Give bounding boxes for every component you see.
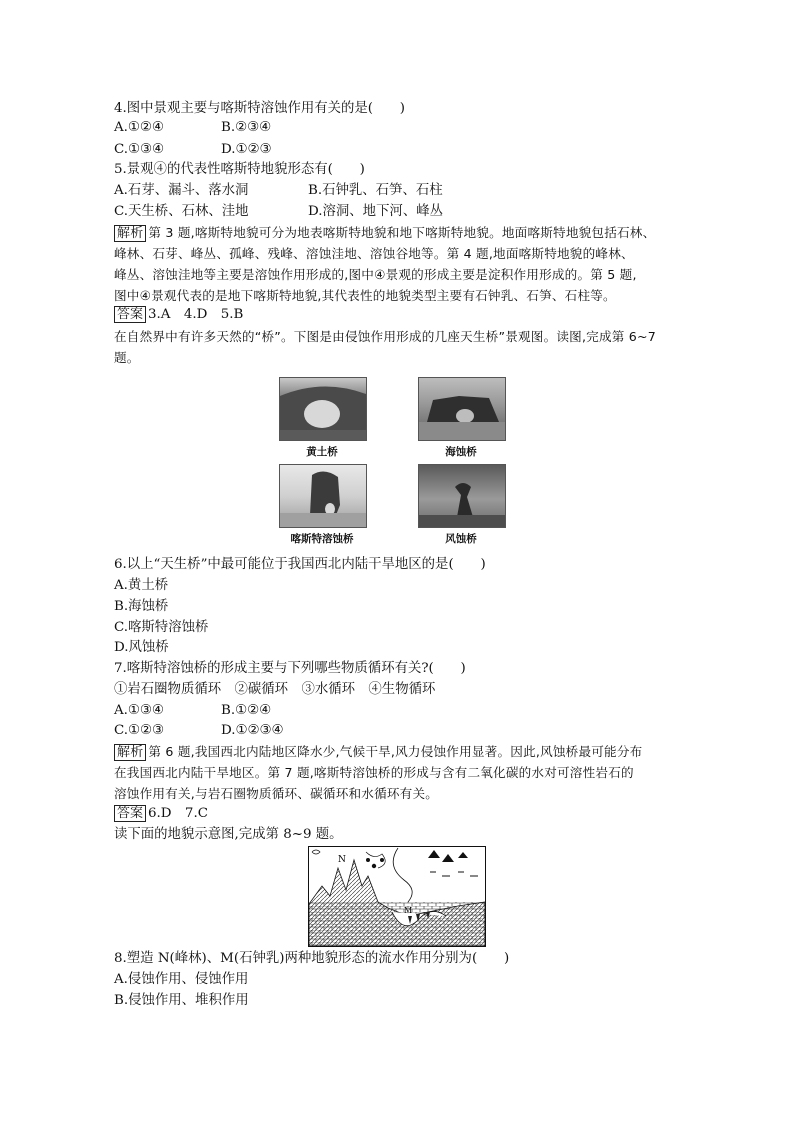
answer-block-1 [114, 306, 243, 324]
q4-option-d: D.①②③ [221, 142, 272, 157]
q4-option-c: C.①③④ [114, 142, 165, 157]
q5-stem: 5.景观④的代表性喀斯特地貌形态有( ) [114, 162, 365, 177]
q7-items: ①岩石圈物质循环 ②碳循环 ③水循环 ④生物循环 [114, 682, 436, 697]
q5-option-d: D.溶洞、地下河、峰丛 [308, 204, 444, 219]
loess-bridge-photo [279, 377, 367, 441]
explanation-tag: 解析 [114, 744, 146, 761]
answer-text: 6.D 7.C [148, 806, 208, 821]
q7-stem: 7.喀斯特溶蚀桥的形成主要与下列哪些物质循环有关?( ) [114, 661, 466, 676]
q6-stem: 6.以上“天生桥”中最可能位于我国西北内陆干旱地区的是( ) [114, 557, 486, 572]
q6-option-d: D.风蚀桥 [114, 640, 169, 655]
answer-block-2 [114, 805, 208, 823]
explanation-block-1 [114, 222, 682, 306]
explanation-line: 在我国西北内陆干旱地区。第 7 题,喀斯特溶蚀桥的形成与含有二氧化碳的水对可溶性岩石的 [114, 765, 634, 780]
explanation-line: 峰林、石芽、峰丛、孤峰、残峰、溶蚀洼地、溶蚀谷地等。第 4 题,地面喀斯特地貌的峰林、 [114, 246, 634, 261]
q5-option-c: C.天生桥、石林、洼地 [114, 204, 249, 219]
intro-line: 在自然界中有许多天然的“桥”。下图是由侵蚀作用形成的几座天生桥”景观图。读图,完成第 6~7 [114, 329, 656, 344]
loess-bridge-caption: 黄土桥 [306, 446, 338, 458]
explanation-line: 第 6 题,我国西北内陆地区降水少,气候干旱,风力侵蚀作用显著。因此,风蚀桥最可能分布 [148, 744, 643, 759]
q6-option-a: A.黄土桥 [114, 578, 169, 593]
answer-tag: 答案 [114, 306, 146, 323]
map-label-n: N [338, 855, 346, 865]
q4-option-a: A.①②④ [114, 120, 164, 135]
q8-option-a: A.侵蚀作用、侵蚀作用 [114, 972, 249, 987]
intro-6-7 [114, 326, 682, 368]
explanation-line: 溶蚀作用有关,与岩石圈物质循环、碳循环和水循环有关。 [114, 786, 439, 801]
wind-bridge-photo [418, 464, 506, 528]
q8-option-b: B.侵蚀作用、堆积作用 [114, 993, 249, 1008]
sea-bridge-caption: 海蚀桥 [445, 446, 477, 458]
q7-option-b: B.①②④ [221, 703, 272, 718]
q5-option-b: B.石钟乳、石笋、石柱 [308, 183, 443, 198]
answer-text: 3.A 4.D 5.B [148, 307, 244, 322]
answer-tag: 答案 [114, 805, 146, 822]
explanation-line: 第 3 题,喀斯特地貌可分为地表喀斯特地貌和地下喀斯特地貌。地面喀斯特地貌包括石林、 [148, 225, 656, 240]
q7-option-a: A.①③④ [114, 703, 164, 718]
explanation-tag: 解析 [114, 225, 146, 242]
map-label-m: M [404, 906, 413, 915]
q7-option-d: D.①②③④ [221, 723, 284, 738]
landform-diagram [308, 846, 486, 947]
sea-bridge-photo [418, 377, 506, 441]
intro-line: 题。 [114, 350, 140, 365]
q6-option-c: C.喀斯特溶蚀桥 [114, 620, 209, 635]
q7-option-c: C.①②③ [114, 723, 165, 738]
explanation-line: 峰丛、溶蚀洼地等主要是溶蚀作用形成的,图中④景观的形成主要是淀积作用形成的。第 5 题, [114, 267, 637, 282]
explanation-line: 图中④景观代表的是地下喀斯特地貌,其代表性的地貌类型主要有石钟乳、石笋、石柱等。 [114, 288, 616, 303]
wind-bridge-caption: 风蚀桥 [445, 533, 477, 545]
q8-stem: 8.塑造 N(峰林)、M(石钟乳)两种地貌形态的流水作用分别为( ) [114, 951, 510, 966]
q4-option-b: B.②③④ [221, 120, 272, 135]
karst-bridge-caption: 喀斯特溶蚀桥 [290, 533, 354, 545]
q4-stem: 4.图中景观主要与喀斯特溶蚀作用有关的是( ) [114, 101, 406, 116]
q6-option-b: B.海蚀桥 [114, 599, 169, 614]
q5-option-a: A.石芽、漏斗、落水洞 [114, 183, 249, 198]
karst-bridge-photo [279, 464, 367, 528]
explanation-block-2 [114, 741, 682, 804]
intro-8-9: 读下面的地貌示意图,完成第 8~9 题。 [114, 827, 343, 842]
